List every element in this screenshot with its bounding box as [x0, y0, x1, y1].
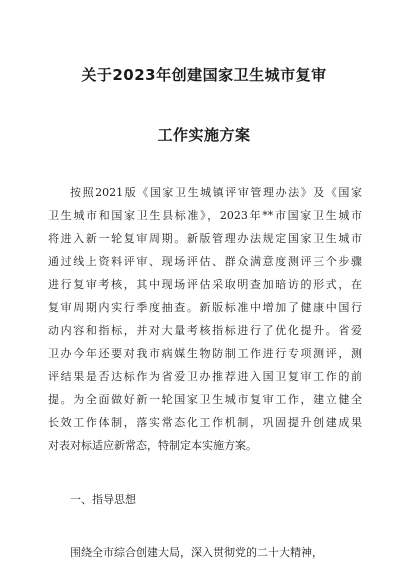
section-heading-guiding-ideology: 一、指导思想 — [70, 493, 136, 506]
paragraph-1-line-10: 提。为全面做好新一轮国家卫生城市复审工作，建立健全 — [48, 393, 362, 406]
paragraph-2-line-1: 围绕全市综合创建大局，深入贯彻党的二十大精神， — [70, 546, 323, 559]
paragraph-1-line-5: 进行复审考核，其中现场评估采取明查加暗访的形式，在 — [48, 278, 362, 291]
document-title-line-1: 关于2023年创建国家卫生城市复审 — [81, 66, 327, 84]
paragraph-1-line-12: 对表对标适应新常态，特制定本实施方案。 — [48, 439, 257, 452]
paragraph-1-line-6: 复审周期内实行季度抽查。新版标准中增加了健康中国行 — [48, 301, 362, 314]
paragraph-1-line-9: 评结果是否达标作为省爱卫办推荐进入国卫复审工作的前 — [48, 370, 362, 383]
paragraph-1-line-1: 按照2021版《国家卫生城镇评审管理办法》及《国家 — [70, 186, 362, 199]
paragraph-1-line-2: 卫生城市和国家卫生县标准》，2023年**市国家卫生城市 — [48, 209, 362, 222]
paragraph-1-line-3: 将进入新一轮复审周期。新版管理办法规定国家卫生城市 — [48, 232, 362, 245]
document-title-line-2: 工作实施方案 — [157, 126, 251, 144]
paragraph-1-line-8: 卫办今年还要对我市病媒生物防制工作进行专项测评，测 — [48, 347, 362, 360]
paragraph-1-line-11: 长效工作体制，落实常态化工作机制，巩固提升创建成果 — [48, 416, 362, 429]
paragraph-1-line-7: 动内容和指标，并对大量考核指标进行了优化提升。省爱 — [48, 324, 362, 337]
paragraph-1-line-4: 通过线上资料评审、现场评估、群众满意度测评三个步骤 — [48, 255, 362, 268]
